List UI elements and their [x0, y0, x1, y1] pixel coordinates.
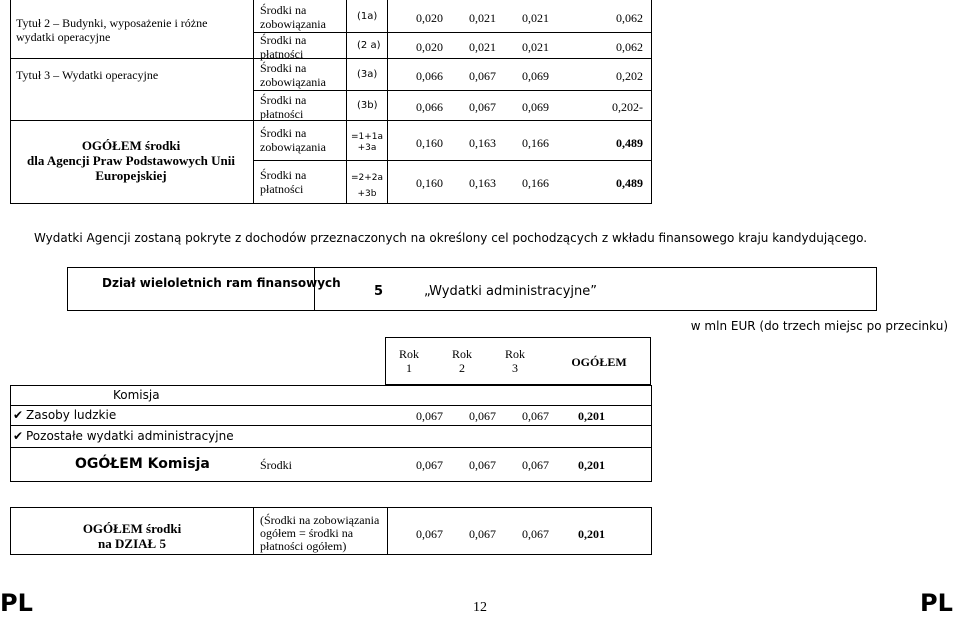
value-year3: 0,067 [522, 409, 549, 423]
heading-total-type: (Środki na zobowiązania ogółem = środki na płatności ogółem) [260, 513, 380, 553]
value-total: 0,489 [616, 136, 643, 150]
value-year2: 0,021 [469, 40, 496, 54]
commission-total-label: OGÓŁEM Komisja [75, 456, 210, 472]
type-commitments: Środki na zobowiązania [260, 3, 326, 31]
year-1-header: Rok 1 [398, 347, 419, 375]
value-year2: 0,021 [469, 11, 496, 25]
page-number: 12 [473, 600, 487, 615]
value-year3: 0,166 [522, 176, 549, 190]
bullet-icon: ✔ [13, 429, 24, 443]
ref-code: (3a) [357, 69, 378, 80]
year-3-header: Rok 3 [504, 347, 525, 375]
value-total: 0,201 [578, 458, 605, 472]
heading-total-label: OGÓŁEM środki na DZIAŁ 5 [82, 521, 182, 551]
value-year3: 0,067 [522, 458, 549, 472]
section-title-2: Tytuł 2 – Budynki, wyposażenie i różne wydatki operacyjne [16, 16, 208, 44]
type-payments: Środki na płatności [260, 93, 307, 121]
type-payments: Środki na płatności [260, 168, 307, 196]
year-2-header: Rok 2 [451, 347, 472, 375]
section-title-3: Tytuł 3 – Wydatki operacyjne [16, 68, 159, 82]
value-total: 0,489 [616, 176, 643, 190]
value-year2: 0,067 [469, 458, 496, 472]
type-payments: Środki na płatności [260, 33, 307, 61]
value-year2: 0,067 [469, 527, 496, 541]
footer-language-left: PL [0, 589, 33, 617]
unit-note: w mln EUR (do trzech miejsc po przecinku) [690, 319, 948, 333]
value-year2: 0,163 [469, 136, 496, 150]
cost-item-label: Pozostałe wydatki administracyjne [26, 429, 234, 443]
ref-formula: =2+2a +3b [350, 173, 384, 199]
value-year2: 0,163 [469, 176, 496, 190]
cost-item-label: Zasoby ludzkie [26, 408, 117, 422]
value-total: 0,202- [612, 100, 643, 114]
total-header: OGÓŁEM [571, 355, 627, 369]
value-year1: 0,067 [416, 458, 443, 472]
bullet-icon: ✔ [13, 408, 24, 422]
value-year2: 0,067 [469, 100, 496, 114]
mff-heading-number: 5 [374, 284, 384, 299]
commission-total-type: Środki [260, 458, 293, 472]
value-total: 0,201 [578, 527, 605, 541]
type-commitments: Środki na zobowiązania [260, 126, 326, 154]
ref-code: (1a) [357, 11, 378, 22]
value-year3: 0,021 [522, 40, 549, 54]
value-total: 0,202 [616, 69, 643, 83]
value-year1: 0,066 [416, 100, 443, 114]
value-total: 0,201 [578, 409, 605, 423]
value-total: 0,062 [616, 11, 643, 25]
value-year3: 0,069 [522, 100, 549, 114]
value-year2: 0,067 [469, 69, 496, 83]
ref-code: (2 a) [357, 40, 381, 51]
ref-formula: =1+1a +3a [350, 132, 384, 153]
mff-heading-title: „Wydatki administracyjne” [424, 284, 597, 299]
value-year1: 0,160 [416, 176, 443, 190]
commission-label: Komisja [113, 388, 160, 402]
value-year1: 0,020 [416, 40, 443, 54]
total-label: OGÓŁEM środki dla Agencji Praw Podstawowych Unii Europejskiej [27, 138, 235, 183]
value-year1: 0,160 [416, 136, 443, 150]
value-year3: 0,069 [522, 69, 549, 83]
value-year2: 0,067 [469, 409, 496, 423]
funding-note: Wydatki Agencji zostaną pokryte z dochodów przeznaczonych na określony cel pochodzących z wkładu finansowego kraju kandydującego. [34, 231, 868, 245]
footer-language-right: PL [920, 589, 953, 617]
value-year1: 0,067 [416, 409, 443, 423]
ref-code: (3b) [357, 100, 378, 111]
value-year3: 0,021 [522, 11, 549, 25]
value-year3: 0,067 [522, 527, 549, 541]
value-year1: 0,020 [416, 11, 443, 25]
value-year1: 0,066 [416, 69, 443, 83]
value-year3: 0,166 [522, 136, 549, 150]
value-year1: 0,067 [416, 527, 443, 541]
value-total: 0,062 [616, 40, 643, 54]
type-commitments: Środki na zobowiązania [260, 61, 326, 89]
mff-heading-box [67, 267, 877, 311]
mff-heading-label: Dział wieloletnich ram finansowych [102, 276, 341, 290]
